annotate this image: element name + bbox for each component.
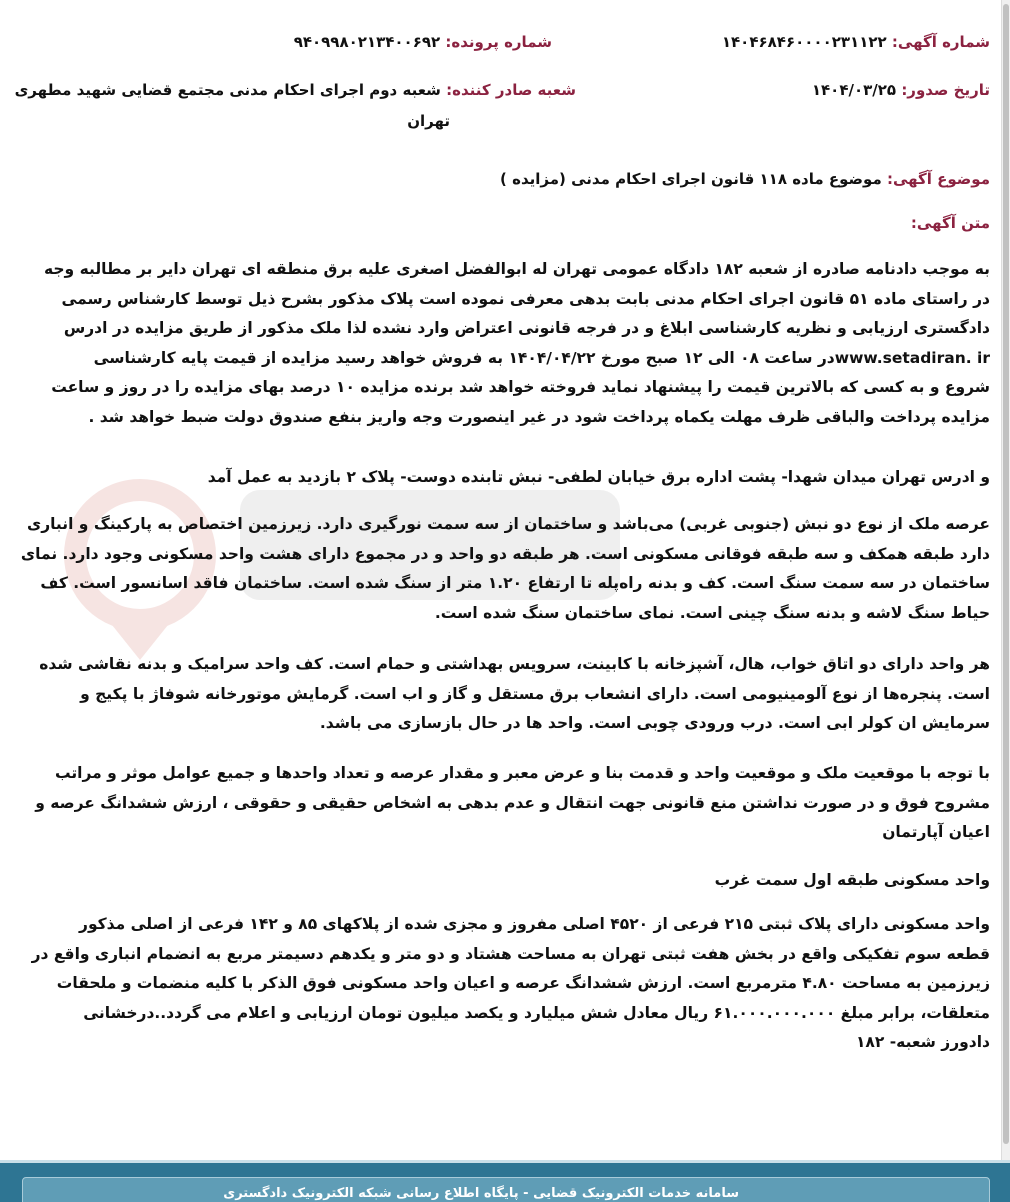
text-line: دادورز شعبه- ۱۸۲: [855, 1033, 990, 1051]
text-line: متعلقات، برابر مبلغ ۶۱.۰۰۰.۰۰۰.۰۰۰ ریال معادل شش میلیارد و یکصد میلیون تومان ارزیابی و اعلام می گردد..درخشانی: [83, 1003, 990, 1022]
paragraph-valuation-basis: [18, 759, 990, 848]
text-line: با توجه با موقعیت ملک و موقعیت واحد و قدمت بنا و عرض معبر و مقدار عرصه و تعداد واحدها و جمیع عوامل موثر و مراتب: [54, 764, 990, 782]
text-line: سرمایش ان کولر ابی است. درب ورودی چوبی است. واحد ها در حال بازسازی می باشد.: [319, 714, 990, 732]
text-line: به موجب دادنامه صادره از شعبه ۱۸۲ دادگاه عمومی تهران له ابوالفضل اصغری علیه برق منطقه ای تهران دایر بر مطالبه وجه: [43, 260, 990, 278]
subject-label: موضوع آگهی:: [886, 170, 990, 188]
text-line: www.setadiran. irدر ساعت ۰۸ الی ۱۲ صبح مورخ ۱۴۰۴/۰۴/۲۲ به فروش خواهد رسید مزایده از قیمت پایه کارشناسی: [93, 348, 990, 367]
paragraph-unit-description: [18, 650, 990, 739]
ad-number-value: ۱۴۰۴۶۸۴۶۰۰۰۰۲۳۱۱۲۲: [721, 33, 887, 51]
paragraph-auction-terms: [18, 255, 990, 432]
issuing-branch-value: شعبه دوم اجرای احکام مدنی مجتمع قضایی شهید مطهری: [14, 81, 441, 99]
issuing-branch-row: [15, 81, 576, 99]
scrollbar-thumb[interactable]: [1003, 4, 1009, 1144]
text-line: و ادرس تهران میدان شهدا- پشت اداره برق خیابان لطفی- نبش تابنده دوست- پلاک ۲ بازدید به عمل آمد: [207, 468, 990, 486]
text-line: شروع و به کسی که بالاترین قیمت را پیشنهاد نماید فروخته خواهد شد برنده مزایده ۱۰ درصد بهای مزایده را در روز و ساعت: [51, 378, 990, 396]
text-line: مشروح فوق و در صورت نداشتن منع قانونی جهت انتقال و عدم بدهی به اشخاص حقیقی و حقوقی ، ارزش ششدانگ عرصه و: [35, 793, 990, 812]
footer-bar: [0, 1160, 1010, 1202]
case-number-row: [294, 33, 552, 51]
text-line: قطعه سوم تفکیکی واقع در بخش هفت ثبتی تهران به مساحت هشتاد و دو متر و یکدهم دسیمتر مربع به انضمام انباری واقع در: [31, 944, 990, 963]
text-line: زیرزمین به مساحت ۴.۸۰ مترمربع است. ارزش ششدانگ عرصه و اعیان واحد مسکونی فوق الذکر با کلیه منضمات و ملحقات: [56, 974, 990, 992]
text-line: مزایده پرداخت والباقی ظرف مهلت یکماه پرداخت شود در غیر اینصورت وجه واریز بنفع صندوق دولت ضبط خواهد شد .: [88, 407, 990, 426]
text-line: عرصه ملک از نوع دو نبش (جنوبی غربی) می‌باشد و ساختمان از سه سمت نورگیری دارد. زیرزمین اختصاص به پارکینگ و انباری: [26, 515, 990, 533]
issue-date-label: تاریخ صدور:: [901, 81, 990, 99]
paragraph-unit-title: [18, 866, 990, 896]
footer-text: سامانه خدمات الکترونیک قضایی - پایگاه اطلاع رسانی شبکه الکترونیک دادگستری: [223, 1186, 739, 1201]
case-number-label: شماره پرونده:: [445, 33, 552, 51]
paragraph-unit-valuation: [18, 910, 990, 1058]
text-line: دادگستری ارزیابی و نظریه کارشناسی ابلاغ و در فرجه قانونی اعتراض وارد نشده لذا ملک مذکور از طریق مزایده در ادرس: [63, 319, 990, 337]
ad-number-row: [722, 33, 990, 51]
case-number-value: ۹۴۰۹۹۸۰۲۱۳۴۰۰۶۹۲: [293, 33, 441, 51]
footer-panel: [22, 1177, 990, 1202]
issuing-branch-label: شعبه صادر کننده:: [446, 81, 576, 99]
text-label: متن آگهی:: [910, 214, 990, 232]
vertical-scrollbar[interactable]: [1001, 0, 1010, 1160]
text-line: واحد مسکونی دارای پلاک ثبتی ۲۱۵ فرعی از ۴۵۲۰ اصلی مفروز و مجزی شده از پلاکهای ۸۵ و ۱۴۲ فرعی از اصلی مذکور: [79, 915, 990, 933]
issuing-branch-value-2: تهران: [407, 112, 450, 130]
text-line: در راستای ماده ۵۱ قانون اجرای احکام مدنی بابت بدهی معرفی نموده است پلاک مذکور بشرح ذیل توسط کارشناس رسمی: [61, 289, 990, 308]
text-line: اعیان آپارتمان: [882, 823, 990, 841]
text-line: واحد مسکونی طبقه اول سمت غرب: [714, 871, 990, 889]
text-label-row: [911, 214, 990, 232]
issue-date-row: [812, 81, 990, 99]
paragraph-address: [18, 463, 990, 493]
subject-value: موضوع ماده ۱۱۸ قانون اجرای احکام مدنی (مزایده ): [500, 170, 882, 188]
subject-row: [500, 170, 990, 188]
text-line: هر واحد دارای دو اتاق خواب، هال، آشپزخانه با کابینت، سرویس بهداشتی و حمام است. کف واحد سرامیک و بدنه نقاشی شده: [39, 655, 990, 673]
ad-number-label: شماره آگهی:: [891, 33, 990, 51]
paragraph-building-description: [18, 510, 990, 628]
text-line: است. پنجره‌ها از نوع آلومینیومی است. دارای انشعاب برق مستقل و گاز و اب است. گرمایش موتورخانه شوفاژ با پکیج و: [80, 684, 990, 703]
issuing-branch-row-2: [407, 112, 450, 130]
text-line: ساختمان در سه سمت سنگ است. کف و بدنه راه‌پله تا ارتفاع ۱.۲۰ متر از سنگ شده است. ساختمان فاقد اسانسور است. کف: [40, 574, 990, 592]
text-line: حیاط سنگ لاشه و بدنه سنگ چینی است. نمای ساختمان سنگ شده است.: [434, 603, 990, 622]
issue-date-value: ۱۴۰۴/۰۳/۲۵: [811, 81, 897, 99]
text-line: دارد طبقه همکف و سه طبقه فوقانی مسکونی است. هر طبقه دو واحد و در مجموع دارای هشت واحد مسکونی وجود دارد. نمای: [20, 544, 990, 563]
